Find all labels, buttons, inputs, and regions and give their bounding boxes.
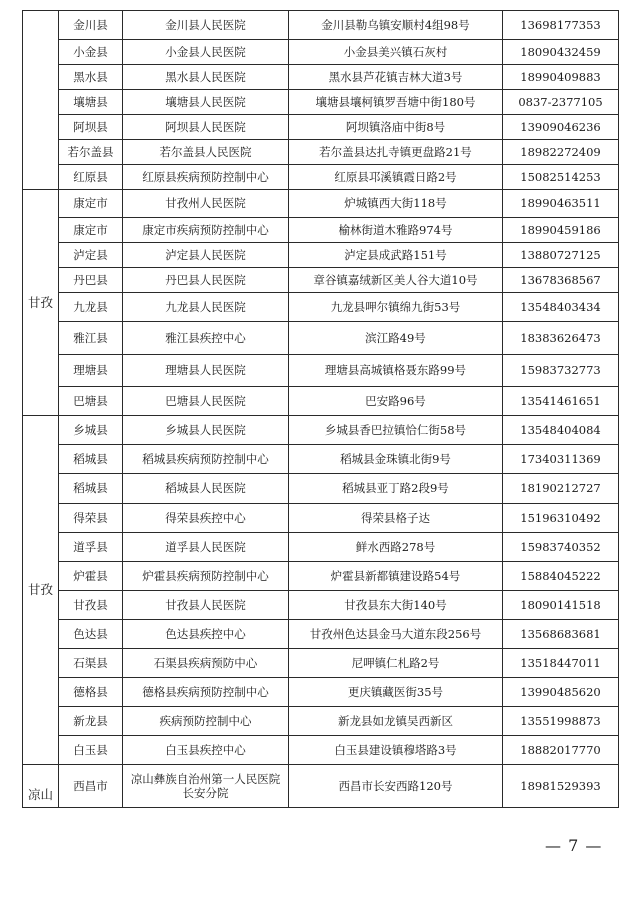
institution-cell: 康定市疾病预防控制中心: [123, 218, 289, 243]
institution-cell: 阿坝县人民医院: [123, 115, 289, 140]
phone-cell: 13551998873: [503, 707, 619, 736]
institution-cell: 道孚县人民医院: [123, 533, 289, 562]
county-cell: 红原县: [59, 165, 123, 190]
address-cell: 西昌市长安西路120号: [289, 765, 503, 808]
institution-cell: 金川县人民医院: [123, 11, 289, 40]
county-cell: 乡城县: [59, 416, 123, 445]
address-cell: 滨江路49号: [289, 322, 503, 355]
address-cell: 榆林街道木雅路974号: [289, 218, 503, 243]
address-cell: 甘孜县东大街140号: [289, 591, 503, 620]
institution-table: [22, 10, 619, 808]
table-row: [23, 268, 619, 293]
phone-cell: 13909046236: [503, 115, 619, 140]
table-row: [23, 416, 619, 445]
institution-cell: 色达县疾控中心: [123, 620, 289, 649]
address-cell: 理塘县高城镇格聂东路99号: [289, 355, 503, 387]
table-row: [23, 293, 619, 322]
institution-cell: 疾病预防控制中心: [123, 707, 289, 736]
table-row: [23, 620, 619, 649]
address-cell: 得荣县格子达: [289, 504, 503, 533]
phone-cell: 15884045222: [503, 562, 619, 591]
county-cell: 黑水县: [59, 65, 123, 90]
institution-cell: 德格县疾病预防控制中心: [123, 678, 289, 707]
phone-cell: 18882017770: [503, 736, 619, 765]
table-row: [23, 65, 619, 90]
address-cell: 小金县美兴镇石灰村: [289, 40, 503, 65]
phone-cell: 13880727125: [503, 243, 619, 268]
county-cell: 得荣县: [59, 504, 123, 533]
table-row: [23, 115, 619, 140]
institution-cell: 九龙县人民医院: [123, 293, 289, 322]
phone-cell: 18190212727: [503, 474, 619, 504]
county-cell: 色达县: [59, 620, 123, 649]
phone-cell: 18990409883: [503, 65, 619, 90]
phone-cell: 18090432459: [503, 40, 619, 65]
table-row: [23, 707, 619, 736]
institution-cell: 理塘县人民医院: [123, 355, 289, 387]
institution-cell: 石渠县疾病预防中心: [123, 649, 289, 678]
address-cell: 稻城县亚丁路2段9号: [289, 474, 503, 504]
region-cell-ganzi: 甘孜: [23, 190, 59, 416]
county-cell: 九龙县: [59, 293, 123, 322]
county-cell: 理塘县: [59, 355, 123, 387]
institution-cell: 巴塘县人民医院: [123, 387, 289, 416]
phone-cell: 13548403434: [503, 293, 619, 322]
county-cell: 小金县: [59, 40, 123, 65]
phone-cell: 13990485620: [503, 678, 619, 707]
institution-cell: 若尔盖县人民医院: [123, 140, 289, 165]
table-row: [23, 165, 619, 190]
table-row: [23, 322, 619, 355]
county-cell: 石渠县: [59, 649, 123, 678]
phone-cell: 13548404084: [503, 416, 619, 445]
address-cell: 稻城县金珠镇北街9号: [289, 445, 503, 474]
phone-cell: 18982272409: [503, 140, 619, 165]
county-cell: 泸定县: [59, 243, 123, 268]
county-cell: 若尔盖县: [59, 140, 123, 165]
county-cell: 阿坝县: [59, 115, 123, 140]
county-cell: 康定市: [59, 218, 123, 243]
county-cell: 新龙县: [59, 707, 123, 736]
phone-cell: 18990459186: [503, 218, 619, 243]
county-cell: 巴塘县: [59, 387, 123, 416]
table-row: [23, 90, 619, 115]
address-cell: 金川县勒乌镇安顺村4组98号: [289, 11, 503, 40]
county-cell: 白玉县: [59, 736, 123, 765]
county-cell: 康定市: [59, 190, 123, 218]
institution-cell: 炉霍县疾病预防控制中心: [123, 562, 289, 591]
county-cell: 甘孜县: [59, 591, 123, 620]
phone-cell: 13518447011: [503, 649, 619, 678]
county-cell: 稻城县: [59, 445, 123, 474]
county-cell: 道孚县: [59, 533, 123, 562]
phone-cell: 15082514253: [503, 165, 619, 190]
institution-cell: 稻城县人民医院: [123, 474, 289, 504]
table-row: [23, 218, 619, 243]
address-cell: 泸定县成武路151号: [289, 243, 503, 268]
table-row: [23, 140, 619, 165]
phone-cell: 18090141518: [503, 591, 619, 620]
address-cell: 若尔盖县达扎寺镇更盘路21号: [289, 140, 503, 165]
address-cell: 红原县邛溪镇霞日路2号: [289, 165, 503, 190]
table-row: [23, 533, 619, 562]
phone-cell: 18990463511: [503, 190, 619, 218]
institution-cell: 甘孜县人民医院: [123, 591, 289, 620]
page-number: — 7 —: [545, 836, 603, 855]
table-row: [23, 243, 619, 268]
institution-cell: 黑水县人民医院: [123, 65, 289, 90]
table-row: [23, 678, 619, 707]
address-cell: 九龙县呷尔镇绵九街53号: [289, 293, 503, 322]
region-cell-liangshan: 凉山: [23, 765, 59, 808]
table-row: [23, 445, 619, 474]
table-row: [23, 591, 619, 620]
county-cell: 雅江县: [59, 322, 123, 355]
table-row: [23, 736, 619, 765]
address-cell: 乡城县香巴拉镇恰仁街58号: [289, 416, 503, 445]
address-cell: 阿坝镇洛庙中街8号: [289, 115, 503, 140]
institution-cell: 甘孜州人民医院: [123, 190, 289, 218]
county-cell: 稻城县: [59, 474, 123, 504]
institution-cell: 小金县人民医院: [123, 40, 289, 65]
table-row: [23, 562, 619, 591]
table-row: [23, 765, 619, 808]
phone-cell: 15196310492: [503, 504, 619, 533]
table-row: [23, 40, 619, 65]
table-row: [23, 355, 619, 387]
table-row: [23, 190, 619, 218]
table-row: [23, 649, 619, 678]
phone-cell: 18981529393: [503, 765, 619, 808]
phone-cell: 15983740352: [503, 533, 619, 562]
institution-cell: 壤塘县人民医院: [123, 90, 289, 115]
address-cell: 甘孜州色达县金马大道东段256号: [289, 620, 503, 649]
institution-cell: 白玉县疾控中心: [123, 736, 289, 765]
phone-cell: 0837-2377105: [503, 90, 619, 115]
institution-cell: 稻城县疾病预防控制中心: [123, 445, 289, 474]
table-row: [23, 387, 619, 416]
region-cell-aba: [23, 11, 59, 190]
institution-cell: 得荣县疾控中心: [123, 504, 289, 533]
phone-cell: 15983732773: [503, 355, 619, 387]
phone-cell: 13541461651: [503, 387, 619, 416]
table-row: [23, 11, 619, 40]
county-cell: 丹巴县: [59, 268, 123, 293]
address-cell: 炉城镇西大街118号: [289, 190, 503, 218]
region-cell-ganzi: 甘孜: [23, 416, 59, 765]
address-cell: 鲜水西路278号: [289, 533, 503, 562]
county-cell: 德格县: [59, 678, 123, 707]
county-cell: 西昌市: [59, 765, 123, 808]
phone-cell: 13698177353: [503, 11, 619, 40]
address-cell: 炉霍县新都镇建设路54号: [289, 562, 503, 591]
institution-cell: 丹巴县人民医院: [123, 268, 289, 293]
address-cell: 黑水县芦花镇吉林大道3号: [289, 65, 503, 90]
address-cell: 更庆镇藏医街35号: [289, 678, 503, 707]
phone-cell: 17340311369: [503, 445, 619, 474]
institution-cell: 雅江县疾控中心: [123, 322, 289, 355]
county-cell: 金川县: [59, 11, 123, 40]
address-cell: 新龙县如龙镇吴西新区: [289, 707, 503, 736]
address-cell: 尼呷镇仁札路2号: [289, 649, 503, 678]
county-cell: 炉霍县: [59, 562, 123, 591]
institution-cell: 泸定县人民医院: [123, 243, 289, 268]
institution-cell: 凉山彝族自治州第一人民医院长安分院: [123, 765, 289, 808]
institution-cell: 红原县疾病预防控制中心: [123, 165, 289, 190]
address-cell: 白玉县建设镇穆塔路3号: [289, 736, 503, 765]
address-cell: 巴安路96号: [289, 387, 503, 416]
phone-cell: 13568683681: [503, 620, 619, 649]
phone-cell: 13678368567: [503, 268, 619, 293]
institution-cell: 乡城县人民医院: [123, 416, 289, 445]
address-cell: 章谷镇嘉绒新区美人谷大道10号: [289, 268, 503, 293]
phone-cell: 18383626473: [503, 322, 619, 355]
county-cell: 壤塘县: [59, 90, 123, 115]
table-row: [23, 504, 619, 533]
address-cell: 壤塘县壤柯镇罗吾塘中街180号: [289, 90, 503, 115]
table-row: [23, 474, 619, 504]
